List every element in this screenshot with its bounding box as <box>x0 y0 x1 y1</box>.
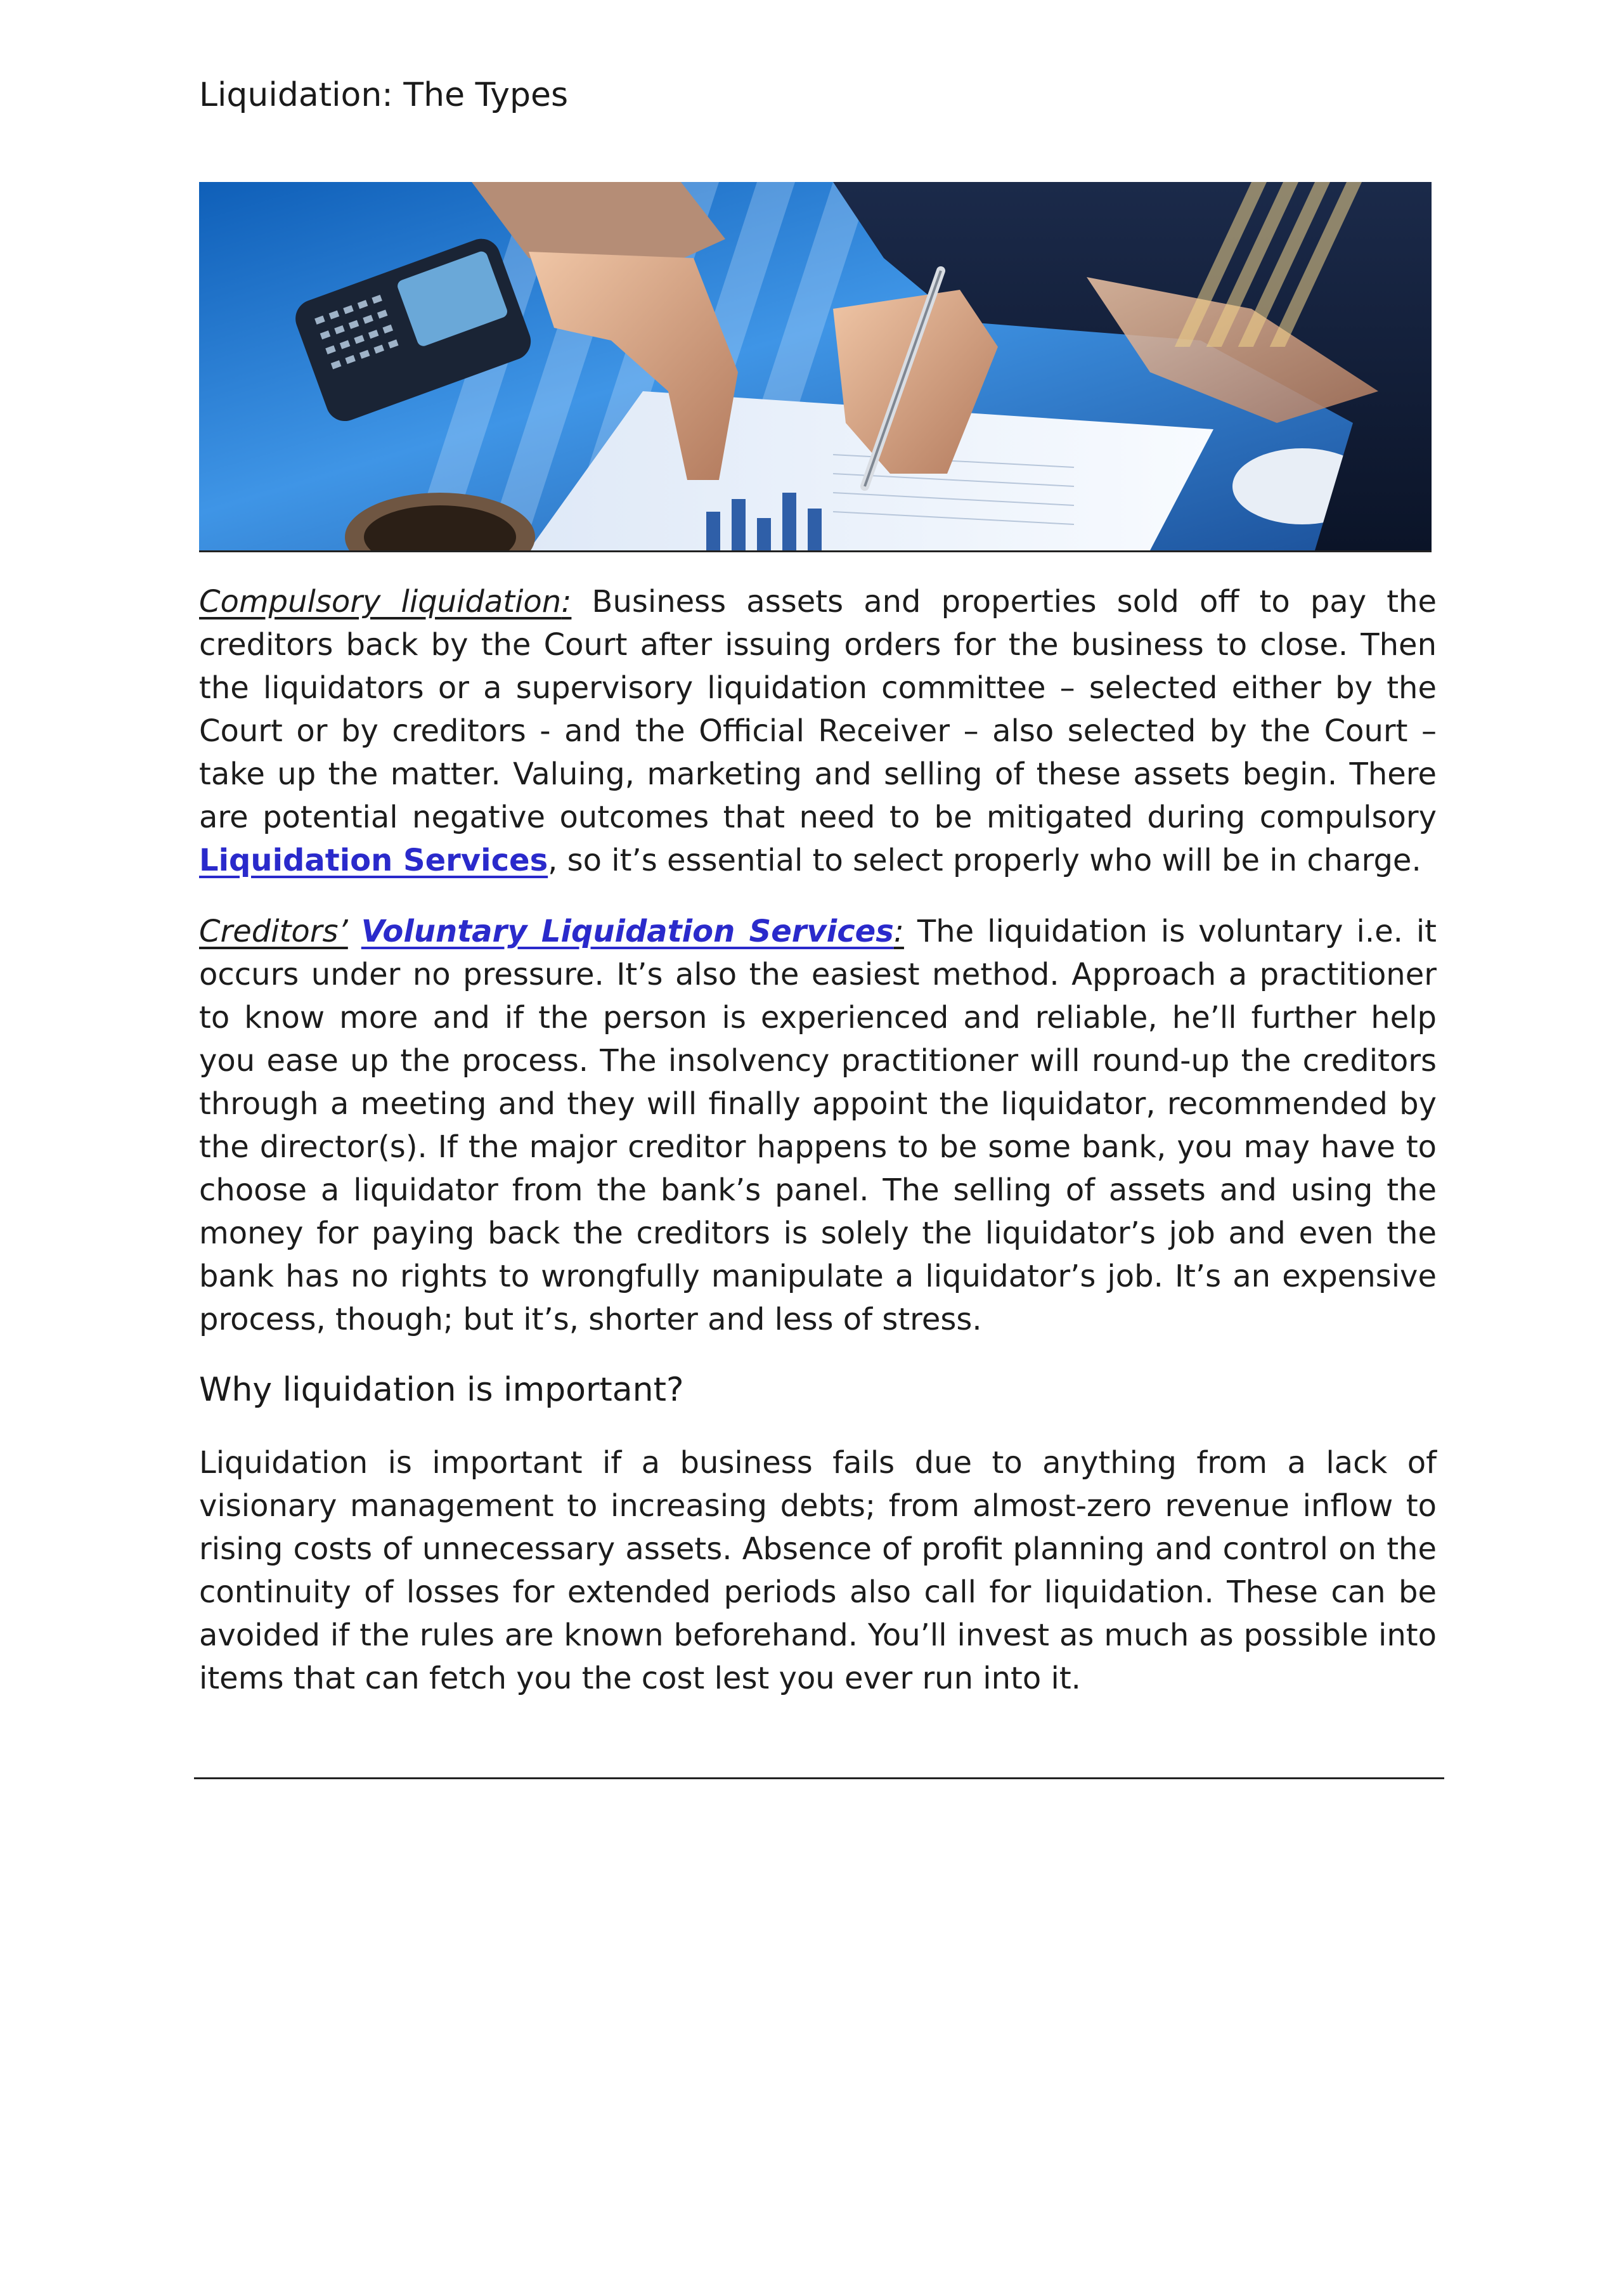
paragraph-text: Business assets and properties sold off to pay the creditors back by the Court after issuing orders for the business to close. Then the liquidators or a supervisory liquidation committee – selected either by the Court or by creditors - and the Official Receiver – also selected by the Court – take up the matter. Valuing, marketing and selling of these assets begin. There are potential negative outcomes that need to be mitigated during compulsory <box>199 584 1437 835</box>
importance-paragraph: Liquidation is important if a business fails due to anything from a lack of visionary management to increasing debts; from almost-zero revenue inflow to rising costs of unnecessary assets. Absence of profit planning and control on the continuity of losses for extended periods also call for liquidation. These can be avoided if the rules are known beforehand. You’ll invest as much as possible into items that can fetch you the cost lest you ever run into it. <box>199 1445 1437 1696</box>
paragraph-text: The liquidation is voluntary i.e. it occurs under no pressure. It’s also the easiest method. Approach a practitioner to know more and if the person is experienced and reliable, he’ll further help you ease up the process. The insolvency practitioner will round-up the creditors through a meeting and they will finally appoint the liquidator, recommended by the director(s). If the major creditor happens to be some bank, you may have to choose a liquidator from the bank’s panel. The selling of assets and using the money for paying back the creditors is solely the liquidator’s job and even the bank has no rights to wrongfully manipulate a liquidator’s job. It’s an expensive process, though; but it’s, shorter and less of stress. <box>199 914 1437 1337</box>
voluntary-liquidation-services-link[interactable]: Voluntary Liquidation Services <box>361 914 894 949</box>
hero-image <box>199 182 1432 552</box>
paragraph-text: , so it’s essential to select properly who will be in charge. <box>548 843 1421 878</box>
term-colon: : <box>561 584 572 619</box>
business-documents-photo <box>199 182 1432 550</box>
horizontal-divider <box>194 1777 1444 1779</box>
compulsory-liquidation-paragraph <box>199 580 1437 882</box>
section-heading: Why liquidation is important? <box>199 1371 684 1409</box>
liquidation-services-link[interactable]: Liquidation Services <box>199 843 548 878</box>
creditors-term: Creditors’ <box>199 914 348 949</box>
voluntary-liquidation-paragraph <box>199 910 1437 1341</box>
term-colon: : <box>893 914 904 949</box>
compulsory-liquidation-term: Compulsory liquidation <box>199 584 562 619</box>
page-title: Liquidation: The Types <box>199 76 569 114</box>
